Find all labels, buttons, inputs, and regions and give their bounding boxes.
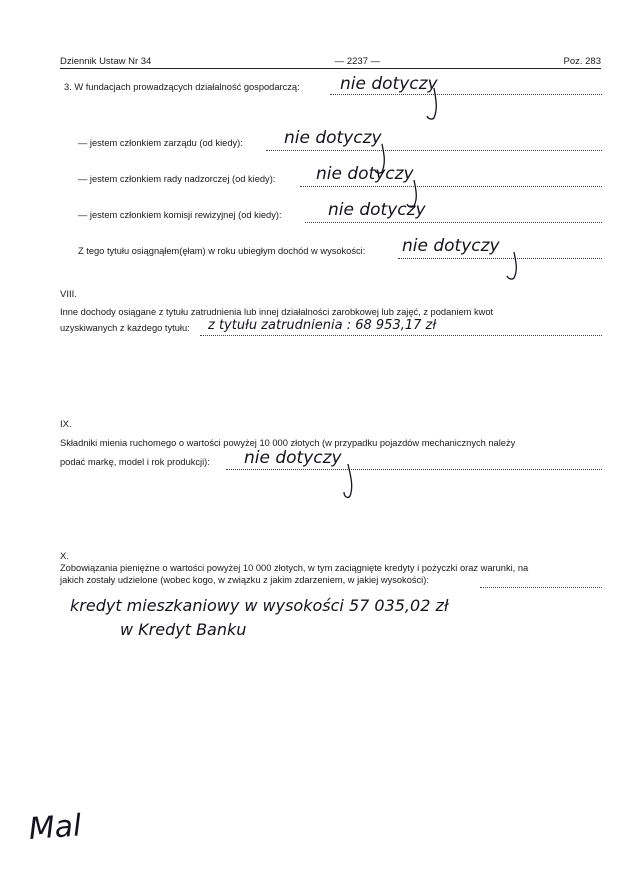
section3-title: 3. W fundacjach prowadzących działalność gospodarczą: bbox=[64, 82, 300, 92]
handwritten-loan-line2: w Kredyt Banku bbox=[120, 620, 247, 639]
answer-line bbox=[330, 94, 602, 95]
handwritten-answer: nie dotyczy bbox=[284, 128, 382, 148]
income-label: Z tego tytułu osiągnąłem(ęłam) w roku ubiegłym dochód w wysokości: bbox=[78, 246, 366, 256]
handwritten-answer: nie dotyczy bbox=[244, 448, 342, 468]
section8-line2-label: uzyskiwanych z każdego tytułu: bbox=[60, 323, 190, 333]
journal-name: Dziennik Ustaw Nr 34 bbox=[60, 56, 152, 67]
answer-line bbox=[305, 222, 602, 223]
handwritten-loan-line1: kredyt mieszkaniowy w wysokości 57 035,02 zł bbox=[70, 596, 449, 615]
section9-line1: Składniki mienia ruchomego o wartości powyżej 10 000 złotych (w przypadku pojazdów mechanicznych należy bbox=[60, 438, 516, 448]
row-board-member-label: — jestem członkiem zarządu (od kiedy): bbox=[78, 138, 243, 148]
answer-line bbox=[200, 335, 602, 336]
section10-line2-label: jakich zostały udzielone (wobec kogo, w związku z jakim zdarzeniem, w jakiej wysokości): bbox=[60, 575, 429, 585]
page-header bbox=[60, 56, 601, 69]
answer-line bbox=[266, 150, 602, 151]
answer-line bbox=[480, 587, 602, 588]
answer-line bbox=[300, 186, 602, 187]
section8-number: VIII. bbox=[60, 289, 77, 300]
section10-number: X. bbox=[60, 551, 69, 562]
section9-line2-label: podać markę, model i rok produkcji): bbox=[60, 457, 210, 467]
section8-line1: Inne dochody osiągane z tytułu zatrudnienia lub innej działalności zarobkowej lub zajęć, z podaniem kwot bbox=[60, 307, 494, 317]
position-number: Poz. 283 bbox=[563, 56, 601, 67]
handwritten-answer: nie dotyczy bbox=[340, 74, 438, 94]
section9-number: IX. bbox=[60, 419, 72, 430]
handwritten-stroke bbox=[336, 462, 366, 502]
handwritten-answer: nie dotyczy bbox=[402, 236, 500, 256]
section10-line1: Zobowiązania pieniężne o wartości powyżej 10 000 złotych, w tym zaciągnięte kredyty i pożyczki oraz warunki, na bbox=[60, 563, 529, 573]
handwritten-stroke bbox=[420, 86, 450, 122]
handwritten-answer: z tytułu zatrudnienia : 68 953,17 zł bbox=[208, 318, 437, 333]
row-audit-committee-label: — jestem członkiem komisji rewizyjnej (od kiedy): bbox=[78, 210, 282, 220]
page-number: — 2237 — bbox=[334, 56, 381, 67]
signature: Mal bbox=[27, 808, 83, 847]
row-supervisory-board-label: — jestem członkiem rady nadzorczej (od kiedy): bbox=[78, 174, 276, 184]
handwritten-stroke bbox=[500, 250, 530, 284]
answer-line bbox=[226, 469, 602, 470]
handwritten-answer: nie dotyczy bbox=[328, 200, 426, 220]
handwritten-answer: nie dotyczy bbox=[316, 164, 414, 184]
